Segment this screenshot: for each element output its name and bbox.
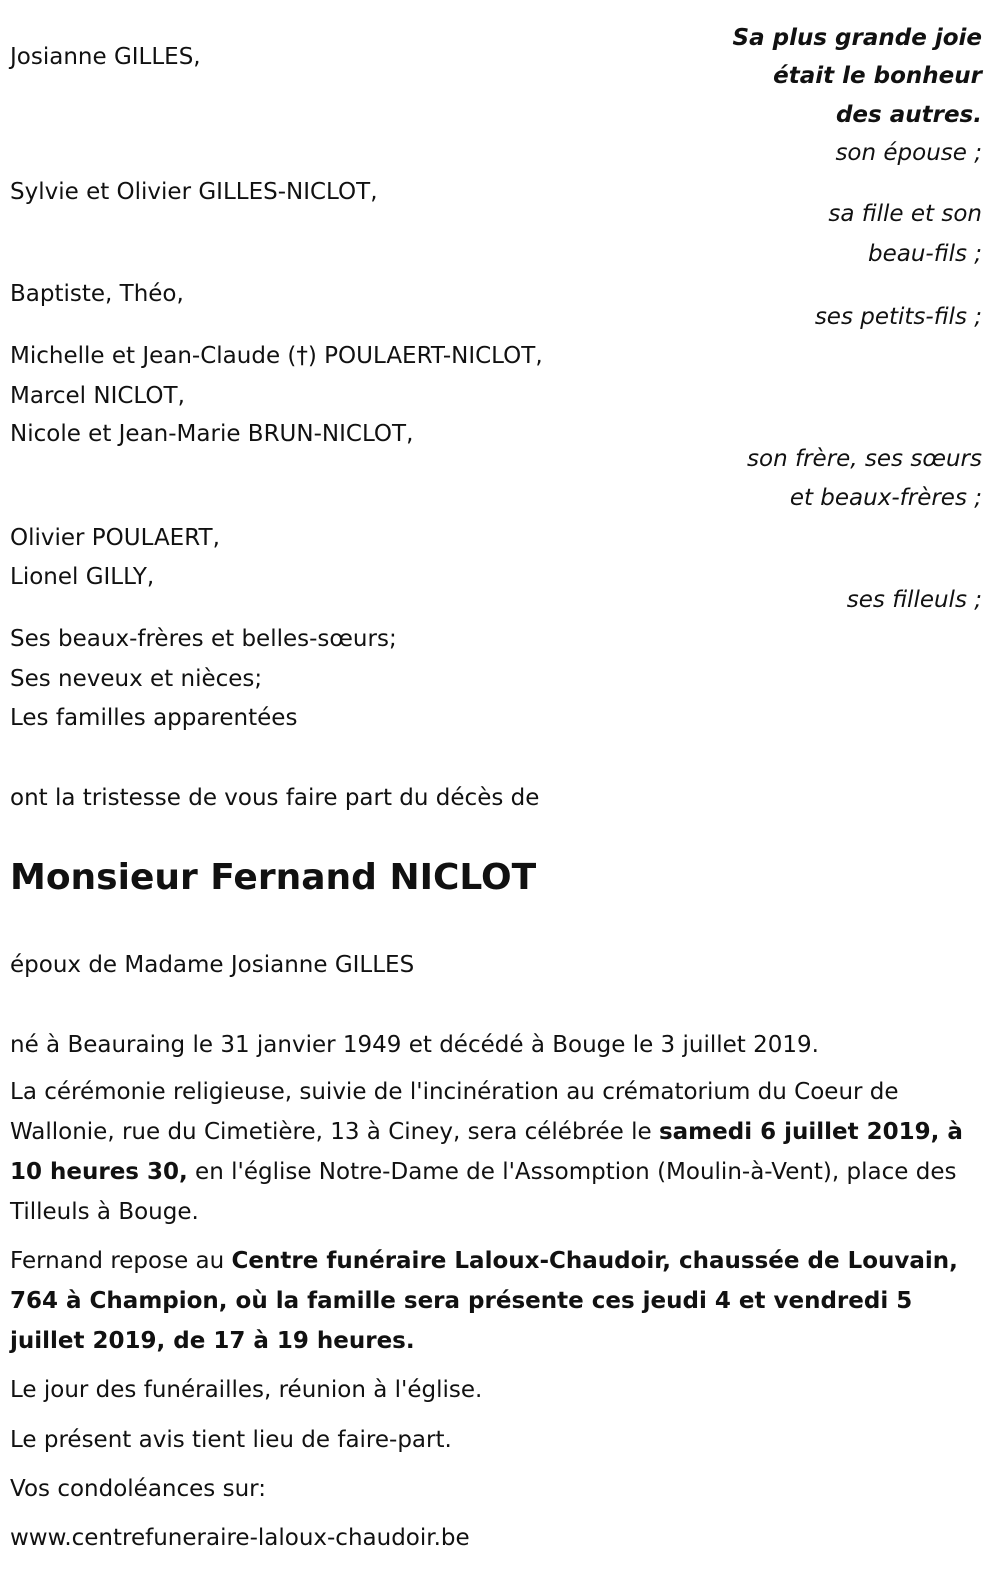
others-line: Ses beaux-frères et belles-sœurs; <box>10 626 397 652</box>
family-relation: ses filleuls ; <box>846 587 982 613</box>
rest-paragraph <box>10 1241 985 1361</box>
website-link[interactable]: www.centrefuneraire-laloux-chaudoir.be <box>10 1525 470 1551</box>
family-relation: et beaux-frères ; <box>789 485 982 511</box>
ceremony-paragraph <box>10 1072 985 1232</box>
family-name: Olivier POULAERT, <box>10 525 220 551</box>
quote-line: était le bonheur <box>773 63 982 89</box>
ceremony-date: samedi 6 juillet 2019, à 10 heures 30, <box>10 1119 963 1185</box>
family-name: Michelle et Jean-Claude (†) POULAERT-NICLOT, <box>10 343 543 369</box>
rest-text: Fernand repose au <box>10 1248 232 1274</box>
family-name: Josianne GILLES, <box>10 44 201 70</box>
closing-line: Le présent avis tient lieu de faire-part. <box>10 1427 452 1453</box>
quote-line: des autres. <box>835 102 982 128</box>
family-relation: ses petits-fils ; <box>814 304 982 330</box>
others-line: Les familles apparentées <box>10 705 298 731</box>
birth-death: né à Beauraing le 31 janvier 1949 et décédé à Bouge le 3 juillet 2019. <box>10 1032 819 1058</box>
ceremony-place: en l'église Notre-Dame de l'Assomption (Moulin-à-Vent), place des Tilleuls à Bouge. <box>10 1159 957 1225</box>
family-relation: son frère, ses sœurs <box>747 446 982 472</box>
family-name: Sylvie et Olivier GILLES-NICLOT, <box>10 179 378 205</box>
rest-details: Centre funéraire Laloux-Chaudoir, chaussée de Louvain, 764 à Champion, où la famille sera présente ces jeudi 4 et vendredi 5 juillet 2019, de 17 à 19 heures. <box>10 1248 958 1354</box>
spouse-line: époux de Madame Josianne GILLES <box>10 952 415 978</box>
family-relation: sa fille et son <box>828 201 982 227</box>
family-relation: son épouse ; <box>835 140 982 166</box>
family-name: Nicole et Jean-Marie BRUN-NICLOT, <box>10 421 414 447</box>
others-line: Ses neveux et nièces; <box>10 666 263 692</box>
ceremony-text: La cérémonie religieuse, suivie de l'incinération au crématorium du Coeur de Wallonie, rue du Cimetière, 13 à Ciney, sera célébrée le <box>10 1079 899 1145</box>
closing-line: Le jour des funérailles, réunion à l'église. <box>10 1377 483 1403</box>
announcement: ont la tristesse de vous faire part du décès de <box>10 785 540 811</box>
family-name: Marcel NICLOT, <box>10 383 185 409</box>
family-name: Lionel GILLY, <box>10 564 155 590</box>
closing-line: Vos condoléances sur: <box>10 1476 266 1502</box>
family-name: Baptiste, Théo, <box>10 281 184 307</box>
quote-line: Sa plus grande joie <box>732 25 982 51</box>
family-relation: beau-fils ; <box>867 241 982 267</box>
deceased-name: Monsieur Fernand NICLOT <box>10 857 537 898</box>
